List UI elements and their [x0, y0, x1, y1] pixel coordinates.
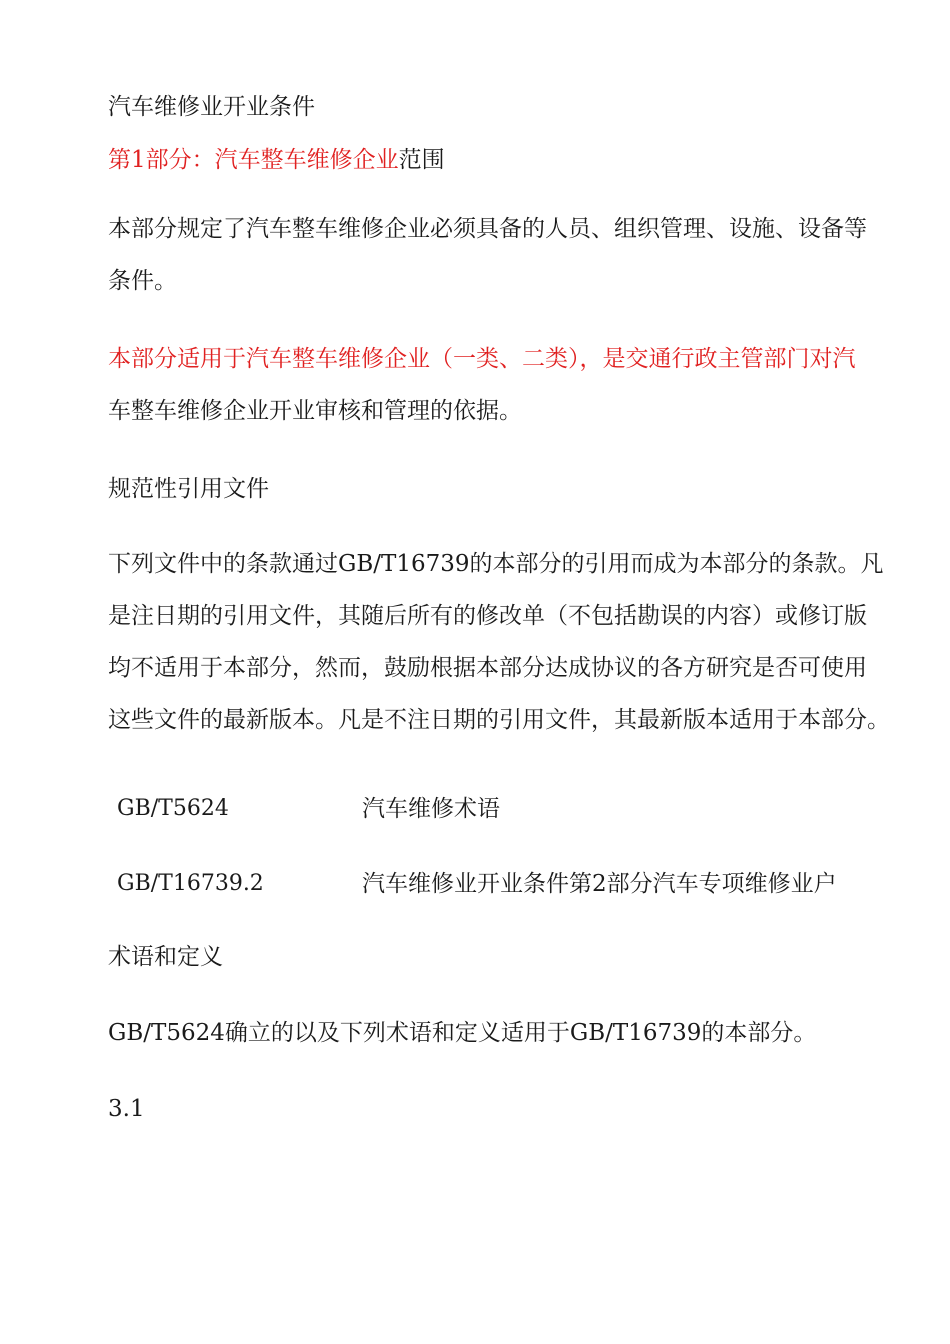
ref-title-2: 汽车维修业开业条件第2部分汽车专项维修业户: [362, 871, 837, 897]
normref-heading: 规范性引用文件: [108, 476, 269, 502]
normref-para-line-1: 下列文件中的条款通过GB/T16739的本部分的引用而成为本部分的条款。凡: [108, 551, 884, 577]
normref-para-line-4: 这些文件的最新版本。凡是不注日期的引用文件，其最新版本适用于本部分。: [108, 707, 890, 733]
ref-title-1: 汽车维修术语: [362, 796, 500, 822]
part-heading-tail: 范围: [398, 147, 445, 173]
normref-para-line-2: 是注日期的引用文件，其随后所有的修改单（不包括勘误的内容）或修订版: [108, 603, 867, 629]
ref-code-2: GB/T16739.2: [117, 871, 264, 896]
terms-para: GB/T5624确立的以及下列术语和定义适用于GB/T16739的本部分。: [108, 1020, 817, 1046]
part-heading-red-text: 第1部分：汽车整车维修企业: [108, 147, 399, 173]
ref-code-1: GB/T5624: [117, 796, 229, 821]
document-title: 汽车维修业开业条件: [108, 94, 315, 120]
apply-line-2: 车整车维修企业开业审核和管理的依据。: [108, 398, 522, 424]
part-heading: [108, 145, 445, 175]
terms-heading: 术语和定义: [108, 944, 223, 970]
scope-line-2: 条件。: [108, 268, 177, 294]
clause-number: 3.1: [108, 1096, 145, 1122]
apply-line-1: 本部分适用于汽车整车维修企业（一类、二类），是交通行政主管部门对汽: [108, 346, 856, 372]
normref-para-line-3: 均不适用于本部分，然而，鼓励根据本部分达成协议的各方研究是否可使用: [108, 655, 867, 681]
scope-line-1: 本部分规定了汽车整车维修企业必须具备的人员、组织管理、设施、设备等: [108, 216, 867, 242]
